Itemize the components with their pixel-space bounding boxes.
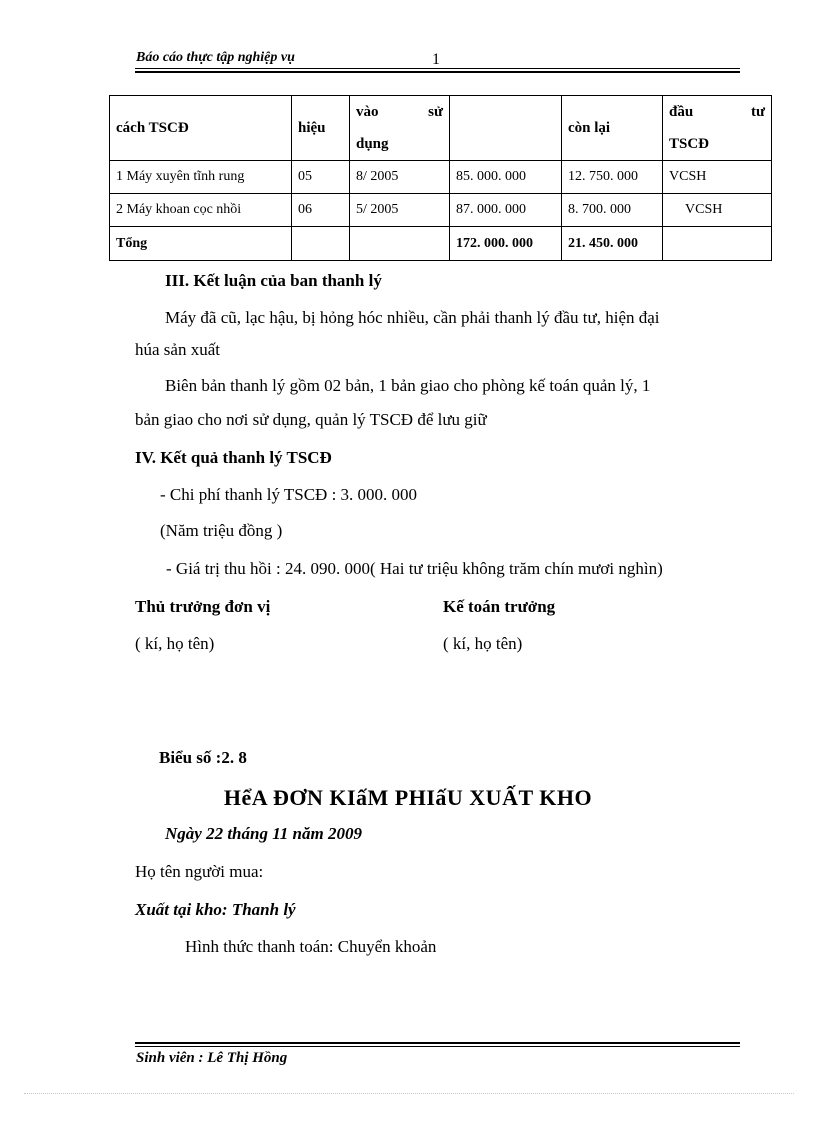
total-empty-code: [292, 227, 350, 261]
form-label: Biểu số :2. 8: [159, 748, 247, 767]
header-date-word1: vào: [356, 104, 379, 120]
footer-rule-bottom: [135, 1046, 740, 1047]
section3-para1-line1: Máy đã cũ, lạc hậu, bị hỏng hóc nhiều, cần phải thanh lý đầu tư, hiện đại: [165, 308, 660, 327]
table-row: [110, 194, 772, 227]
section4-cost-words: (Năm triệu đồng ): [160, 521, 283, 540]
header-rule-bottom: [135, 71, 740, 73]
total-empty-source: [663, 227, 772, 261]
signature-left-title: Thủ trưởng đơn vị: [135, 597, 271, 616]
cell-cost: 85. 000. 000: [450, 161, 562, 194]
asset-table: [109, 95, 772, 261]
table-total-row: [110, 227, 772, 261]
cell-cost: 87. 000. 000: [450, 194, 562, 227]
cell-name: 2 Máy khoan cọc nhồi: [110, 194, 292, 227]
header-source-word2: tư: [751, 104, 765, 120]
cell-source: VCSH: [663, 194, 772, 227]
cell-date: 5/ 2005: [350, 194, 450, 227]
form-payment: Hình thức thanh toán: Chuyển khoản: [185, 937, 437, 956]
section3-para1-line2: húa sản xuất: [135, 340, 220, 359]
header-source-word1: đầu: [669, 104, 694, 120]
cell-date: 8/ 2005: [350, 161, 450, 194]
section3-para2-line1: Biên bản thanh lý gồm 02 bản, 1 bản giao cho phòng kế toán quản lý, 1: [165, 376, 651, 395]
table-header-row: [110, 96, 772, 161]
section4-cost-line: - Chi phí thanh lý TSCĐ : 3. 000. 000: [160, 485, 418, 504]
total-cost: 172. 000. 000: [450, 227, 562, 261]
header-cell-source: [663, 96, 772, 161]
section3-heading: III. Kết luận của ban thanh lý: [165, 271, 382, 290]
cell-remaining: 12. 750. 000: [562, 161, 663, 194]
form-buyer: Họ tên người mua:: [135, 862, 264, 881]
section4-heading: IV. Kết quả thanh lý TSCĐ: [135, 448, 332, 467]
header-date-word2: sử: [428, 104, 443, 120]
footer-student: Sinh viên : Lê Thị Hồng: [136, 1050, 288, 1066]
header-cell-name: cách TSCĐ: [110, 96, 292, 161]
header-cell-cost: [450, 96, 562, 161]
section4-recovery-line: - Giá trị thu hồi : 24. 090. 000( Hai tư triệu không trăm chín mươi nghìn): [166, 559, 663, 578]
total-remaining: 21. 450. 000: [562, 227, 663, 261]
form-warehouse: Xuất tại kho: Thanh lý: [135, 900, 296, 919]
signature-right-title: Kế toán trưởng: [443, 597, 556, 616]
total-empty-date: [350, 227, 450, 261]
header-source-line2: TSCĐ: [669, 136, 710, 152]
total-label: Tổng: [110, 227, 292, 261]
form-title: HểA ĐƠN KIấM PHIấU XUẤT KHO: [223, 785, 593, 810]
page-edge-dotted-line: [24, 1093, 794, 1094]
header-rule-top: [135, 68, 740, 69]
signature-right-note: ( kí, họ tên): [443, 634, 523, 653]
header-title: Báo cáo thực tập nghiệp vụ: [136, 50, 295, 65]
header-cell-remaining: còn lại: [562, 96, 663, 161]
section3-para2-line2: bản giao cho nơi sử dụng, quản lý TSCĐ để lưu giữ: [135, 410, 487, 429]
cell-source: VCSH: [663, 161, 772, 194]
cell-code: 06: [292, 194, 350, 227]
form-date: Ngày 22 tháng 11 năm 2009: [165, 824, 362, 843]
header-date-line2: dụng: [356, 136, 389, 152]
cell-name: 1 Máy xuyên tĩnh rung: [110, 161, 292, 194]
footer-rule-top: [135, 1042, 740, 1044]
page-number: 1: [432, 51, 440, 68]
header-cell-code: hiệu: [292, 96, 350, 161]
table-row: [110, 161, 772, 194]
cell-code: 05: [292, 161, 350, 194]
cell-remaining: 8. 700. 000: [562, 194, 663, 227]
header-cell-date: [350, 96, 450, 161]
signature-left-note: ( kí, họ tên): [135, 634, 215, 653]
